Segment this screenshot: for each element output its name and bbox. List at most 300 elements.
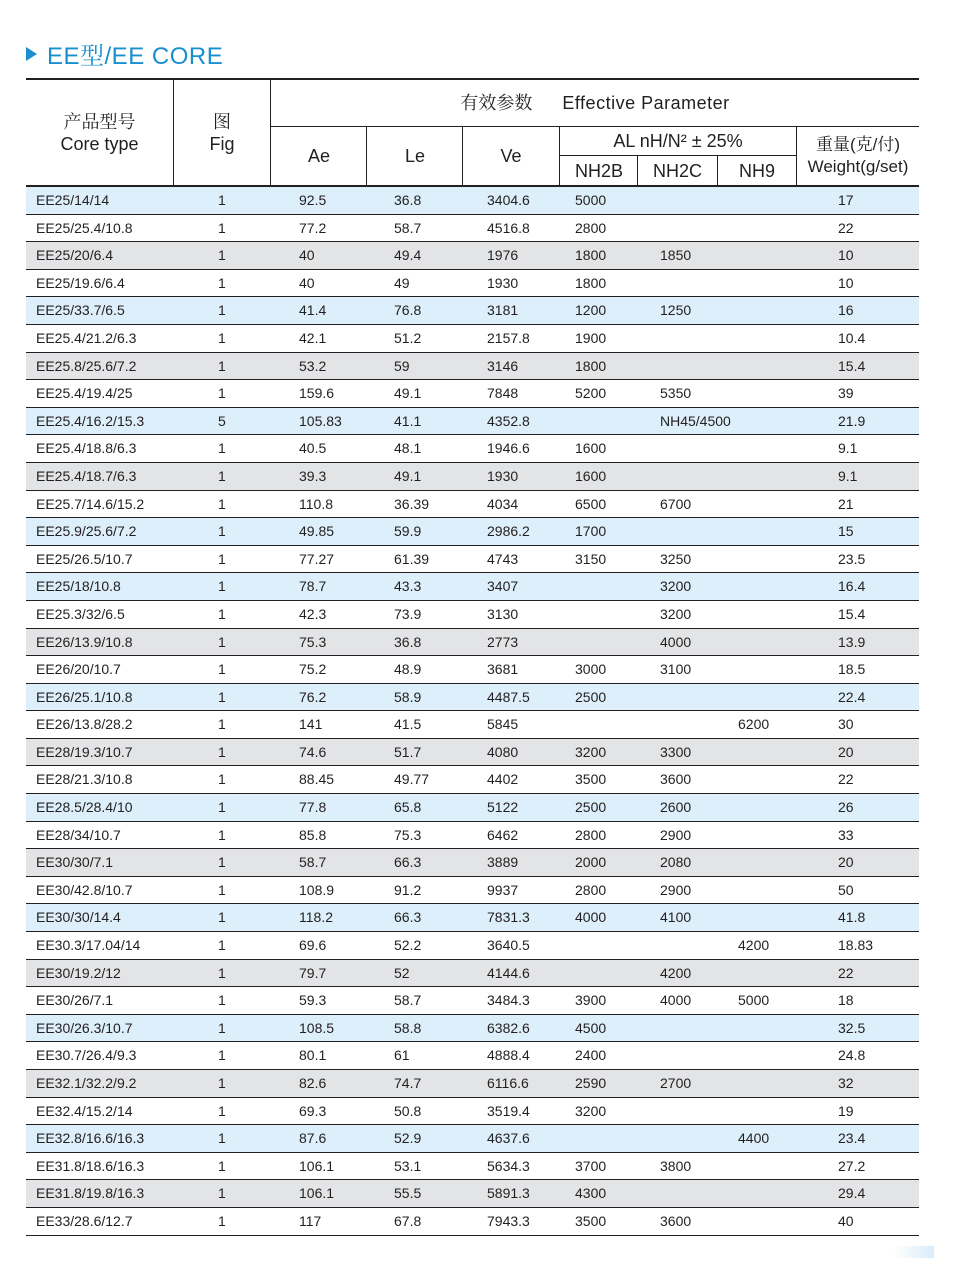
cell-ae: 40 xyxy=(299,274,315,291)
cell-type: EE32.1/32.2/9.2 xyxy=(36,1075,137,1091)
header-core-type-en: Core type xyxy=(60,133,139,154)
cell-nh2b: 3500 xyxy=(575,1212,607,1229)
cell-ve: 3181 xyxy=(487,302,519,319)
cell-nh2c: 3800 xyxy=(660,1157,692,1174)
cell-ae: 108.5 xyxy=(299,1019,335,1036)
cell-fig: 1 xyxy=(218,964,226,981)
cell-le: 49.1 xyxy=(394,385,422,402)
table-row xyxy=(26,904,919,932)
cell-ve: 3146 xyxy=(487,357,519,374)
table-row xyxy=(26,242,919,270)
cell-le: 48.9 xyxy=(394,661,422,678)
header-core-type xyxy=(26,80,173,185)
cell-weight: 21.9 xyxy=(838,412,866,429)
cell-weight: 23.4 xyxy=(838,1130,866,1147)
cell-type: EE32.8/16.6/16.3 xyxy=(36,1130,145,1147)
cell-fig: 1 xyxy=(218,854,226,871)
table-row xyxy=(26,601,919,629)
cell-fig: 1 xyxy=(218,992,226,1009)
cell-nh2b: 3500 xyxy=(575,771,607,788)
table-row xyxy=(26,435,919,463)
header-core-type-cn: 产品型号 xyxy=(63,111,136,132)
cell-type: EE25/33.7/6.5 xyxy=(36,302,125,319)
cell-le: 52 xyxy=(394,964,410,981)
cell-fig: 1 xyxy=(218,909,226,926)
cell-ae: 79.7 xyxy=(299,964,327,981)
cell-type: EE30/30/14.4 xyxy=(36,909,121,926)
cell-ae: 77.8 xyxy=(299,799,327,816)
cell-le: 48.1 xyxy=(394,440,422,457)
cell-nh2c: 2900 xyxy=(660,881,692,898)
table-row xyxy=(26,656,919,684)
cell-ve: 6382.6 xyxy=(487,1019,530,1036)
cell-le: 53.1 xyxy=(394,1157,422,1174)
header-weight-cn: 重量(克/付) xyxy=(815,135,901,154)
table-row xyxy=(26,297,919,325)
cell-weight: 9.1 xyxy=(838,440,858,457)
cell-fig: 1 xyxy=(218,440,226,457)
cell-le: 67.8 xyxy=(394,1212,422,1229)
cell-weight: 29.4 xyxy=(838,1185,866,1202)
cell-ae: 106.1 xyxy=(299,1157,335,1174)
cell-fig: 1 xyxy=(218,1185,226,1202)
cell-fig: 1 xyxy=(218,1130,226,1147)
cell-ve: 1946.6 xyxy=(487,440,530,457)
cell-ae: 92.5 xyxy=(299,192,327,208)
cell-type: EE25/20/6.4 xyxy=(36,247,114,264)
header-ve: Ve xyxy=(500,146,522,166)
cell-fig: 1 xyxy=(218,1212,226,1229)
header-effective-parameter xyxy=(271,80,919,126)
triangle-bullet-icon xyxy=(26,47,37,61)
cell-ve: 3889 xyxy=(487,854,519,871)
cell-nh2c: 3200 xyxy=(660,605,692,622)
cell-le: 49.1 xyxy=(394,467,422,484)
cell-ve: 3681 xyxy=(487,661,519,678)
header-le: Le xyxy=(404,146,426,166)
cell-nh2c: 2600 xyxy=(660,799,692,816)
cell-nh2b: 3150 xyxy=(575,550,607,567)
cell-le: 66.3 xyxy=(394,854,422,871)
cell-nh2b: 5000 xyxy=(575,192,607,208)
table-row xyxy=(26,463,919,491)
cell-type: EE26/13.8/28.2 xyxy=(36,716,133,733)
cell-nh2c: 4200 xyxy=(660,964,692,981)
cell-le: 58.9 xyxy=(394,688,422,705)
cell-le: 91.2 xyxy=(394,881,422,898)
cell-ae: 75.3 xyxy=(299,633,327,650)
cell-weight: 18.83 xyxy=(838,937,874,954)
cell-ae: 39.3 xyxy=(299,467,327,484)
table-row xyxy=(26,1208,919,1236)
cell-ve: 4144.6 xyxy=(487,964,530,981)
cell-type: EE32.4/15.2/14 xyxy=(36,1102,133,1119)
cell-nh2b: 2800 xyxy=(575,826,607,843)
cell-le: 49.77 xyxy=(394,771,430,788)
cell-type: EE25/19.6/6.4 xyxy=(36,274,125,291)
cell-nh2c: 2080 xyxy=(660,854,692,871)
cell-type: EE26/13.9/10.8 xyxy=(36,633,133,650)
table-row xyxy=(26,766,919,794)
cell-type: EE31.8/19.8/16.3 xyxy=(36,1185,145,1202)
cell-weight: 18.5 xyxy=(838,661,866,678)
cell-ae: 80.1 xyxy=(299,1047,327,1064)
cell-nh2c: 4000 xyxy=(660,992,692,1009)
header-fig xyxy=(174,80,270,185)
cell-weight: 32.5 xyxy=(838,1019,866,1036)
cell-fig: 1 xyxy=(218,385,226,402)
table-row xyxy=(26,1042,919,1070)
cell-ae: 75.2 xyxy=(299,661,327,678)
table-row xyxy=(26,546,919,574)
cell-ve: 4352.8 xyxy=(487,412,530,429)
cell-weight: 23.5 xyxy=(838,550,866,567)
cell-weight: 15.4 xyxy=(838,357,866,374)
table-body xyxy=(26,187,919,1236)
cell-type: EE30/30/7.1 xyxy=(36,854,114,871)
cell-weight: 27.2 xyxy=(838,1157,866,1174)
cell-nh9: 4400 xyxy=(738,1130,770,1147)
cell-nh2c: 3600 xyxy=(660,771,692,788)
cell-nh2b: 3200 xyxy=(575,743,607,760)
cell-fig: 1 xyxy=(218,881,226,898)
cell-weight: 16 xyxy=(838,302,854,319)
table-row xyxy=(26,822,919,850)
cell-weight: 21 xyxy=(838,495,854,512)
header-effective-cn: 有效参数 xyxy=(460,93,533,113)
cell-ae: 118.2 xyxy=(299,909,333,926)
cell-ae: 88.45 xyxy=(299,771,335,788)
cell-nh2b: 3900 xyxy=(575,992,607,1009)
cell-ae: 159.6 xyxy=(299,385,335,402)
cell-ve: 6116.6 xyxy=(487,1075,529,1091)
cell-weight: 13.9 xyxy=(838,633,866,650)
table-row xyxy=(26,629,919,657)
cell-le: 59 xyxy=(394,357,410,374)
cell-ae: 40 xyxy=(299,247,315,264)
cell-ve: 3407 xyxy=(487,578,519,595)
cell-nh2b: 2400 xyxy=(575,1047,607,1064)
table-row xyxy=(26,518,919,546)
cell-ve: 4080 xyxy=(487,743,519,760)
cell-le: 59.9 xyxy=(394,523,422,540)
cell-nh2b: 1800 xyxy=(575,357,607,374)
table-row xyxy=(26,794,919,822)
cell-fig: 1 xyxy=(218,1102,226,1119)
cell-nh2b: 1800 xyxy=(575,274,607,291)
cell-nh2b: 2000 xyxy=(575,854,607,871)
cell-ve: 5634.3 xyxy=(487,1157,530,1174)
cell-ve: 4402 xyxy=(487,771,519,788)
cell-ve: 4637.6 xyxy=(487,1130,530,1147)
cell-le: 49 xyxy=(394,274,410,291)
cell-ve: 5845 xyxy=(487,716,519,733)
cell-nh2c: 6700 xyxy=(660,495,692,512)
cell-nh2b: 4500 xyxy=(575,1019,607,1036)
cell-fig: 1 xyxy=(218,937,226,954)
cell-ae: 82.6 xyxy=(299,1075,327,1091)
cell-ve: 4487.5 xyxy=(487,688,530,705)
cell-type: EE28/19.3/10.7 xyxy=(36,743,133,760)
table-header xyxy=(26,80,919,187)
cell-weight: 41.8 xyxy=(838,909,866,926)
cell-weight: 20 xyxy=(838,743,854,760)
cell-nh2c: 1250 xyxy=(660,302,692,319)
cell-nh2c: 2700 xyxy=(660,1075,692,1091)
cell-fig: 1 xyxy=(218,799,226,816)
corner-decoration xyxy=(894,1246,934,1258)
cell-type: EE25/14/14 xyxy=(36,192,110,208)
cell-le: 61 xyxy=(394,1047,410,1064)
table-row xyxy=(26,408,919,436)
cell-ve: 7848 xyxy=(487,385,519,402)
cell-nh2b: 3200 xyxy=(575,1102,607,1119)
cell-fig: 1 xyxy=(218,743,226,760)
cell-weight: 39 xyxy=(838,385,854,402)
cell-weight: 22.4 xyxy=(838,688,866,705)
cell-nh2c: 2900 xyxy=(660,826,692,843)
cell-type: EE25.9/25.6/7.2 xyxy=(36,523,137,540)
cell-fig: 1 xyxy=(218,495,226,512)
cell-nh2c: 3600 xyxy=(660,1212,692,1229)
cell-le: 36.8 xyxy=(394,192,422,208)
header-fig-en: Fig xyxy=(209,133,235,154)
cell-ve: 1930 xyxy=(487,274,519,291)
cell-ve: 3484.3 xyxy=(487,992,530,1009)
cell-type: EE28.5/28.4/10 xyxy=(36,799,133,816)
cell-type: EE25.4/18.7/6.3 xyxy=(36,467,137,484)
cell-nh2b: 2590 xyxy=(575,1075,607,1091)
table-row xyxy=(26,1098,919,1126)
cell-weight: 17 xyxy=(838,192,854,208)
cell-fig: 1 xyxy=(218,274,226,291)
table-row xyxy=(26,1180,919,1208)
table-row xyxy=(26,215,919,243)
cell-le: 43.3 xyxy=(394,578,422,595)
cell-fig: 1 xyxy=(218,826,226,843)
cell-fig: 1 xyxy=(218,633,226,650)
header-weight-en: Weight(g/set) xyxy=(807,157,909,176)
cell-le: 55.5 xyxy=(394,1185,422,1202)
table-row xyxy=(26,960,919,988)
cell-ve: 5122 xyxy=(487,799,519,816)
cell-fig: 1 xyxy=(218,1019,226,1036)
cell-weight: 9.1 xyxy=(838,467,858,484)
cell-le: 36.39 xyxy=(394,495,430,512)
cell-nh2b: 4300 xyxy=(575,1185,607,1202)
table-row xyxy=(26,270,919,298)
cell-fig: 1 xyxy=(218,1047,226,1064)
cell-ae: 42.3 xyxy=(299,605,327,622)
cell-fig: 1 xyxy=(218,1075,226,1091)
cell-ve: 5891.3 xyxy=(487,1185,530,1202)
table-row xyxy=(26,877,919,905)
cell-nh9: 6200 xyxy=(738,716,770,733)
table-row xyxy=(26,684,919,712)
cell-weight: 22 xyxy=(838,964,854,981)
cell-nh2b: 1200 xyxy=(575,302,607,319)
cell-nh2b: 3700 xyxy=(575,1157,607,1174)
cell-weight: 15.4 xyxy=(838,605,866,622)
cell-weight: 26 xyxy=(838,799,854,816)
cell-ae: 76.2 xyxy=(299,688,327,705)
cell-le: 58.8 xyxy=(394,1019,422,1036)
table-row xyxy=(26,1153,919,1181)
cell-le: 52.2 xyxy=(394,937,422,954)
cell-type: EE25.8/25.6/7.2 xyxy=(36,357,137,374)
cell-ve: 4516.8 xyxy=(487,219,530,236)
header-ae: Ae xyxy=(307,146,331,166)
cell-le: 75.3 xyxy=(394,826,422,843)
cell-nh2b: 1600 xyxy=(575,440,607,457)
cell-le: 50.8 xyxy=(394,1102,422,1119)
cell-ae: 59.3 xyxy=(299,992,327,1009)
cell-weight: 20 xyxy=(838,854,854,871)
page-title: EE型/EE CORE xyxy=(47,43,224,70)
cell-weight: 33 xyxy=(838,826,854,843)
header-weight xyxy=(797,127,919,185)
cell-ae: 69.6 xyxy=(299,937,327,954)
cell-ae: 87.6 xyxy=(299,1130,327,1147)
cell-ae: 69.3 xyxy=(299,1102,327,1119)
cell-nh2c: 3200 xyxy=(660,578,692,595)
cell-ae: 85.8 xyxy=(299,826,327,843)
cell-nh9: 4200 xyxy=(738,937,770,954)
cell-ae: 78.7 xyxy=(299,578,327,595)
cell-ae: 41.4 xyxy=(299,302,327,319)
table-row xyxy=(26,187,919,215)
cell-ae: 110.8 xyxy=(299,495,333,512)
cell-ve: 1976 xyxy=(487,247,519,264)
cell-nh2b: 4000 xyxy=(575,909,607,926)
table-row xyxy=(26,932,919,960)
cell-ve: 9937 xyxy=(487,881,519,898)
cell-type: EE33/28.6/12.7 xyxy=(36,1212,133,1229)
cell-ve: 7831.3 xyxy=(487,909,530,926)
cell-nh2b: 1700 xyxy=(575,523,607,540)
cell-fig: 1 xyxy=(218,247,226,264)
header-fig-cn: 图 xyxy=(213,111,231,132)
cell-le: 66.3 xyxy=(394,909,422,926)
cell-ae: 77.27 xyxy=(299,550,335,567)
cell-le: 65.8 xyxy=(394,799,422,816)
cell-nh2c: 3300 xyxy=(660,743,692,760)
cell-fig: 1 xyxy=(218,716,226,733)
cell-ae: 105.83 xyxy=(299,412,342,429)
cell-nh2b: 2800 xyxy=(575,881,607,898)
header-effective-en: Effective Parameter xyxy=(562,93,730,113)
cell-fig: 1 xyxy=(218,329,226,346)
cell-ve: 3640.5 xyxy=(487,937,530,954)
cell-fig: 1 xyxy=(218,578,226,595)
cell-type: EE28/21.3/10.8 xyxy=(36,771,133,788)
cell-fig: 1 xyxy=(218,550,226,567)
cell-nh2c: 5350 xyxy=(660,385,692,402)
cell-le: 49.4 xyxy=(394,247,422,264)
header-nh2c: NH2C xyxy=(652,160,702,181)
table-row xyxy=(26,573,919,601)
cell-nh2c: NH45/4500 xyxy=(660,412,731,429)
cell-fig: 1 xyxy=(218,523,226,540)
cell-nh2c: 3250 xyxy=(660,550,692,567)
cell-le: 58.7 xyxy=(394,992,422,1009)
page-title-block xyxy=(26,36,223,71)
table-row xyxy=(26,849,919,877)
cell-le: 74.7 xyxy=(394,1075,422,1091)
table-row xyxy=(26,353,919,381)
cell-ae: 40.5 xyxy=(299,440,327,457)
cell-nh2b: 1900 xyxy=(575,329,607,346)
cell-type: EE30/26.3/10.7 xyxy=(36,1019,133,1036)
cell-fig: 1 xyxy=(218,771,226,788)
cell-type: EE25.7/14.6/15.2 xyxy=(36,495,145,512)
cell-nh9: 5000 xyxy=(738,992,770,1009)
cell-fig: 1 xyxy=(218,357,226,374)
cell-weight: 32 xyxy=(838,1075,854,1091)
header-nh9: NH9 xyxy=(738,160,775,181)
cell-nh2c: 3100 xyxy=(660,661,692,678)
cell-type: EE30/19.2/12 xyxy=(36,964,121,981)
cell-fig: 1 xyxy=(218,661,226,678)
cell-ve: 3130 xyxy=(487,605,519,622)
cell-weight: 50 xyxy=(838,881,854,898)
cell-weight: 16.4 xyxy=(838,578,866,595)
cell-le: 41.5 xyxy=(394,716,422,733)
cell-nh2b: 6500 xyxy=(575,495,607,512)
cell-type: EE26/20/10.7 xyxy=(36,661,121,678)
cell-type: EE30.7/26.4/9.3 xyxy=(36,1047,137,1064)
cell-nh2b: 1800 xyxy=(575,247,607,264)
cell-type: EE31.8/18.6/16.3 xyxy=(36,1157,145,1174)
cell-weight: 30 xyxy=(838,716,854,733)
cell-type: EE25.4/18.8/6.3 xyxy=(36,440,137,457)
cell-ae: 58.7 xyxy=(299,854,327,871)
cell-le: 76.8 xyxy=(394,302,422,319)
cell-fig: 1 xyxy=(218,192,226,208)
cell-type: EE25/25.4/10.8 xyxy=(36,219,133,236)
cell-ve: 6462 xyxy=(487,826,519,843)
cell-le: 73.9 xyxy=(394,605,422,622)
header-nh2b: NH2B xyxy=(574,160,623,181)
cell-fig: 1 xyxy=(218,605,226,622)
cell-fig: 5 xyxy=(218,412,226,429)
table-row xyxy=(26,987,919,1015)
cell-ae: 77.2 xyxy=(299,219,327,236)
cell-type: EE25/26.5/10.7 xyxy=(36,550,133,567)
cell-nh2b: 2800 xyxy=(575,219,607,236)
table-row xyxy=(26,1015,919,1043)
cell-type: EE26/25.1/10.8 xyxy=(36,688,133,705)
table-row xyxy=(26,1070,919,1098)
cell-fig: 1 xyxy=(218,467,226,484)
cell-type: EE30/26/7.1 xyxy=(36,992,114,1009)
cell-nh2b: 3000 xyxy=(575,661,607,678)
table-row xyxy=(26,380,919,408)
cell-le: 51.2 xyxy=(394,329,422,346)
cell-le: 36.8 xyxy=(394,633,422,650)
cell-ae: 42.1 xyxy=(299,329,327,346)
header-al: AL nH/N² ± 25% xyxy=(613,131,743,151)
cell-le: 52.9 xyxy=(394,1130,422,1147)
cell-ve: 7943.3 xyxy=(487,1212,530,1229)
table-row xyxy=(26,1125,919,1153)
cell-ve: 2157.8 xyxy=(487,329,530,346)
cell-ve: 3519.4 xyxy=(487,1102,530,1119)
cell-type: EE25.4/16.2/15.3 xyxy=(36,412,145,429)
cell-type: EE30.3/17.04/14 xyxy=(36,937,141,954)
cell-weight: 24.8 xyxy=(838,1047,866,1064)
cell-nh2c: 1850 xyxy=(660,247,692,264)
